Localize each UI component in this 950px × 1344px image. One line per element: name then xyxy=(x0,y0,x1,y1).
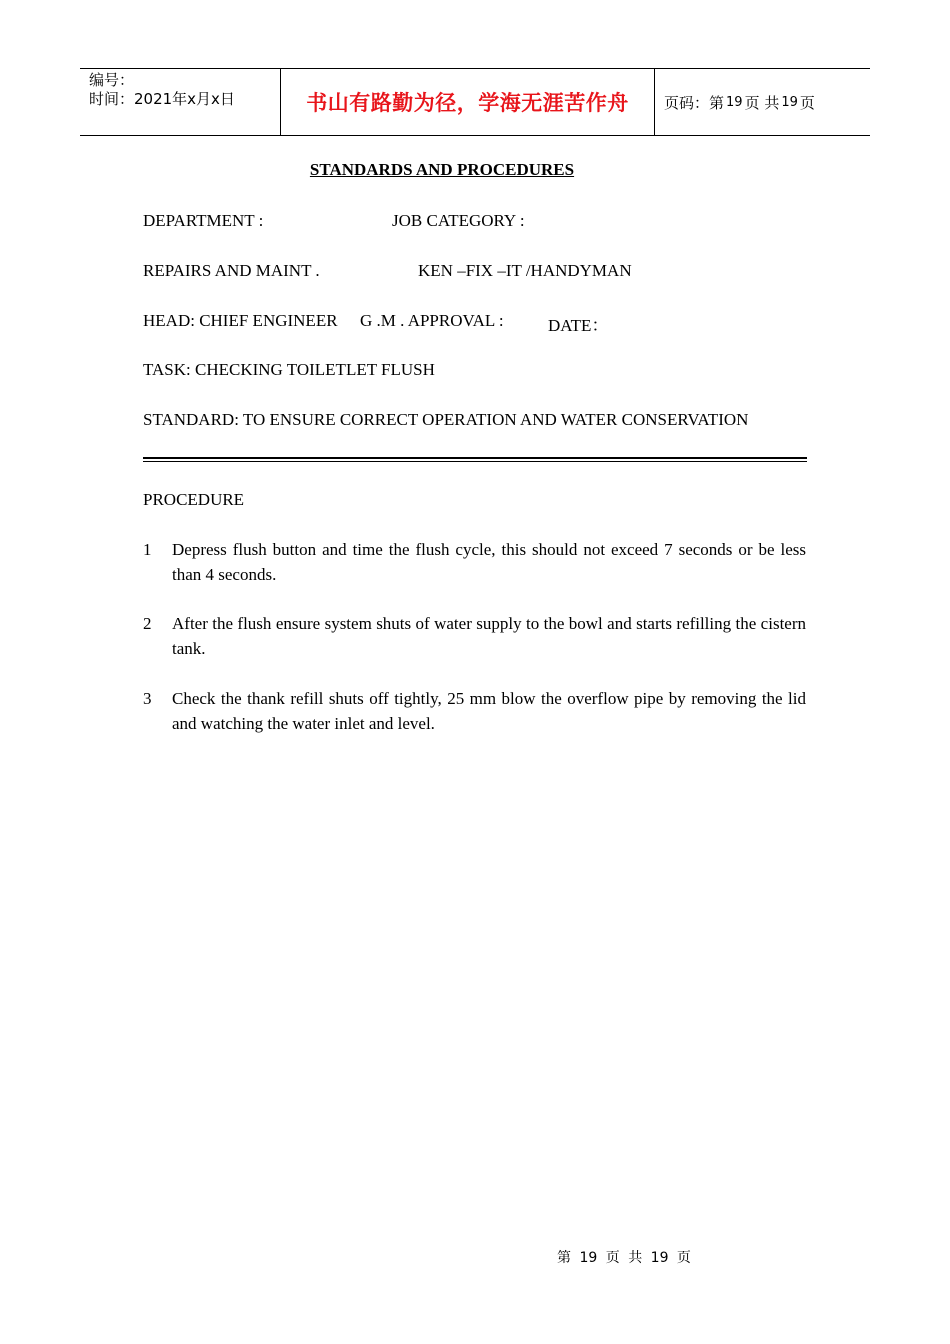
step-number: 2 xyxy=(143,614,152,633)
step-text: Depress flush button and time the flush cycle, this should not exceed 7 seconds or be less than 4 seconds. xyxy=(172,540,806,584)
procedure-step xyxy=(143,686,806,736)
time-label: 时间：2021年x月x日 xyxy=(89,90,235,108)
job-category-label: JOB CATEGORY : xyxy=(392,211,525,230)
double-rule-divider xyxy=(143,457,807,462)
motto-text: 书山有路勤为径，学海无涯苦作舟 xyxy=(306,91,629,115)
procedure-step xyxy=(143,537,806,587)
procedure-heading: PROCEDURE xyxy=(143,490,245,509)
job-category-value: KEN –FIX –IT /HANDYMAN xyxy=(418,261,632,280)
department-value: REPAIRS AND MAINT . xyxy=(143,261,320,280)
step-number: 3 xyxy=(143,689,152,708)
step-number: 1 xyxy=(143,540,152,559)
header-mid-cell xyxy=(281,69,655,135)
gm-approval-field: G .M . APPROVAL : xyxy=(360,311,504,330)
page-mid: 页 共 xyxy=(744,93,780,112)
procedure-step xyxy=(143,611,806,661)
page-suffix: 页 xyxy=(799,93,815,112)
page-prefix: 页码：第 xyxy=(664,93,725,112)
header-right-cell xyxy=(655,69,870,135)
department-label: DEPARTMENT : xyxy=(143,211,264,230)
date-field: DATE： xyxy=(548,316,609,335)
task-field: TASK: CHECKING TOILETLET FLUSH xyxy=(143,360,435,379)
page-header xyxy=(80,68,870,136)
document-title: STANDARDS AND PROCEDURES xyxy=(309,160,575,179)
step-text: After the flush ensure system shuts of water supply to the bowl and starts refilling the cistern tank. xyxy=(172,614,806,658)
head-field: HEAD: CHIEF ENGINEER xyxy=(143,311,338,330)
serial-label: 编号： xyxy=(89,71,135,89)
page-footer: 第 19 页 共 19 页 xyxy=(557,1250,691,1266)
page-total: 19 xyxy=(781,94,798,110)
header-left-cell xyxy=(80,69,281,135)
page-current: 19 xyxy=(726,94,743,110)
step-text: Check the thank refill shuts off tightly, 25 mm blow the overflow pipe by removing the lid and watching the water inlet and level. xyxy=(172,689,806,733)
standard-field: STANDARD: TO ENSURE CORRECT OPERATION AND WATER CONSERVATION xyxy=(143,410,749,429)
